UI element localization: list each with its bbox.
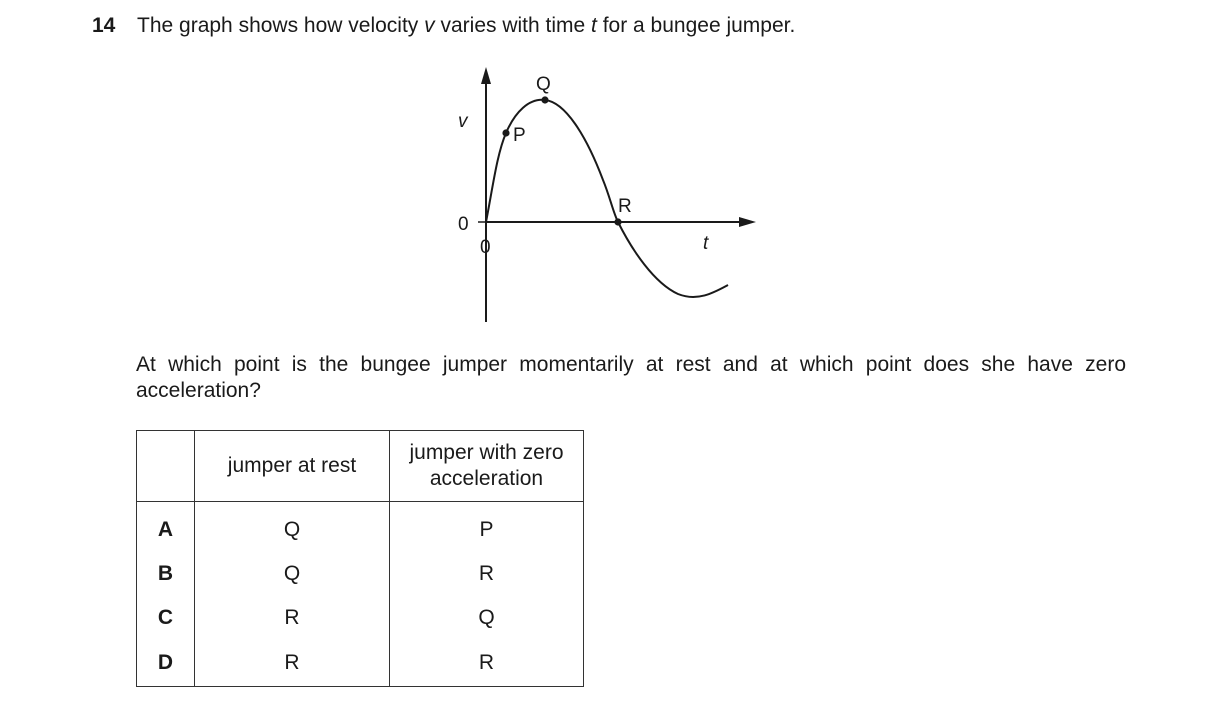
zero-accel-point: R [390,640,584,687]
x-origin-label: 0 [480,237,491,258]
x-axis-label: t [703,233,709,254]
option-row-b[interactable] [137,552,584,596]
point-r-marker [614,218,621,225]
zero-accel-point: P [390,502,584,553]
y-axis-arrow [481,67,491,84]
question-text: The graph shows how velocity v varies with time t for a bungee jumper. [137,14,796,37]
zero-accel-point: R [390,552,584,596]
point-p-marker [502,129,509,136]
header-blank [137,431,195,502]
table-header-row [137,431,584,502]
y-axis-label: v [458,111,468,132]
rest-point: Q [195,502,390,553]
point-q-marker [541,96,548,103]
option-row-c[interactable] [137,596,584,640]
option-row-d[interactable] [137,640,584,687]
x-axis-arrow [739,217,756,227]
option-letter: C [137,596,195,640]
header-zero-acceleration: jumper with zero acceleration [390,431,584,502]
point-q-label: Q [536,74,551,95]
option-letter: D [137,640,195,687]
point-r-label: R [618,196,632,217]
time-symbol: t [591,14,597,37]
option-letter: A [137,502,195,553]
rest-point: R [195,640,390,687]
rest-point: R [195,596,390,640]
answer-table [136,430,584,687]
header-jumper-at-rest: jumper at rest [195,431,390,502]
rest-point: Q [195,552,390,596]
y-origin-label: 0 [458,214,469,235]
option-letter: B [137,552,195,596]
option-row-a[interactable] [137,502,584,553]
point-p-label: P [513,125,526,146]
question-number: 14 [92,14,116,37]
zero-accel-point: Q [390,596,584,640]
question-prompt: At which point is the bungee jumper momentarily at rest and at which point does she have zero acceleration? [136,353,1126,402]
velocity-symbol: v [424,14,435,37]
